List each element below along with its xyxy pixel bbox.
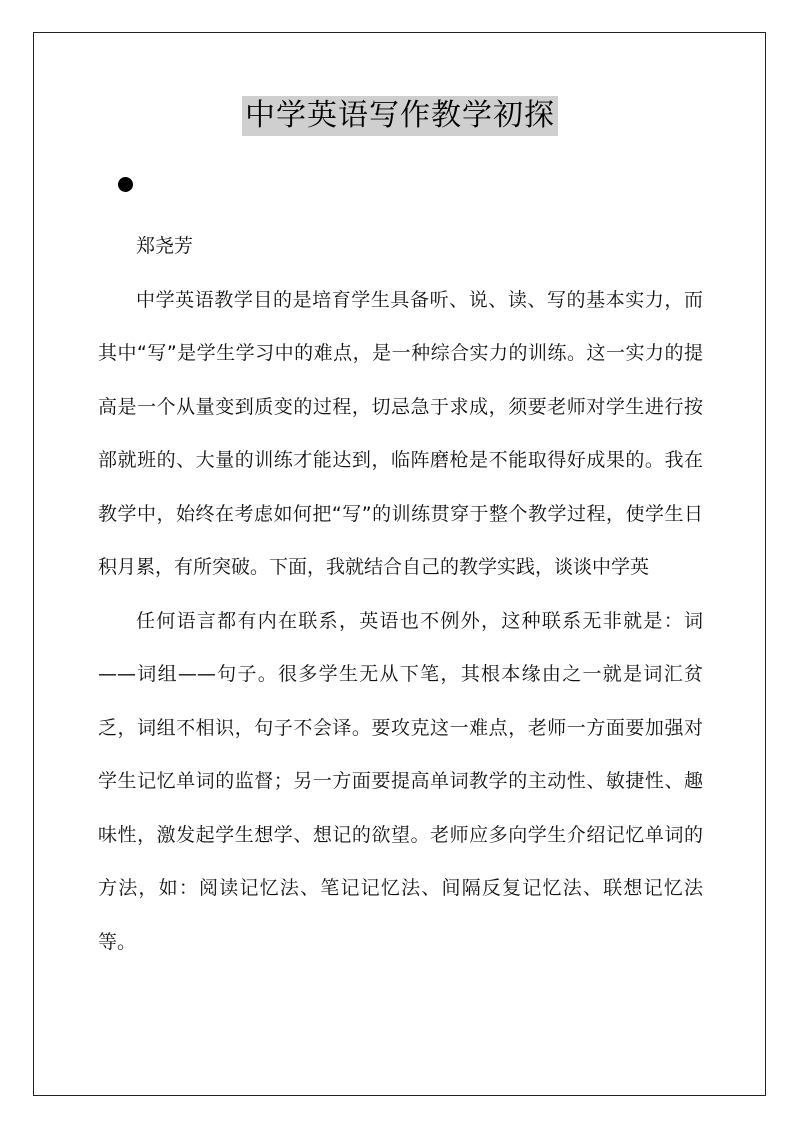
author-name: 郑尧芳 bbox=[136, 235, 194, 257]
paragraph-2: 任何语言都有内在联系，英语也不例外，这种联系无非就是：词——词组——句子。很多学生无从下笔，其根本缘由之一就是词汇贫乏，词组不相识，句子不会译。要攻克这一难点，老师一方面要加强对学生记忆单词的监督；另一方面要提高单词教学的主动性、敏捷性、趣味性，激发起学生想学、想记的欲望。老师应多向学生介绍记忆单词的方法，如：阅读记忆法、笔记记忆法、间隔反复记忆法、联想记忆法等。 bbox=[98, 609, 703, 953]
paragraph-1: 中学英语教学目的是培育学生具备听、说、读、写的基本实力，而其中“写”是学生学习中的难点，是一种综合实力的训练。这一实力的提高是一个从量变到质变的过程，切忌急于求成，须要老师对学生进行按部就班的、大量的训练才能达到，临阵磨枪是不能取得好成果的。我在教学中，始终在考虑如何把“写”的训练贯穿于整个教学过程，使学生日积月累，有所突破。下面，我就结合自己的教学实践，谈谈中学英 bbox=[98, 288, 703, 578]
title-container bbox=[0, 96, 800, 136]
document-title: 中学英语写作教学初探 bbox=[242, 96, 558, 136]
document-body bbox=[98, 220, 703, 969]
bullet-icon bbox=[118, 177, 133, 192]
